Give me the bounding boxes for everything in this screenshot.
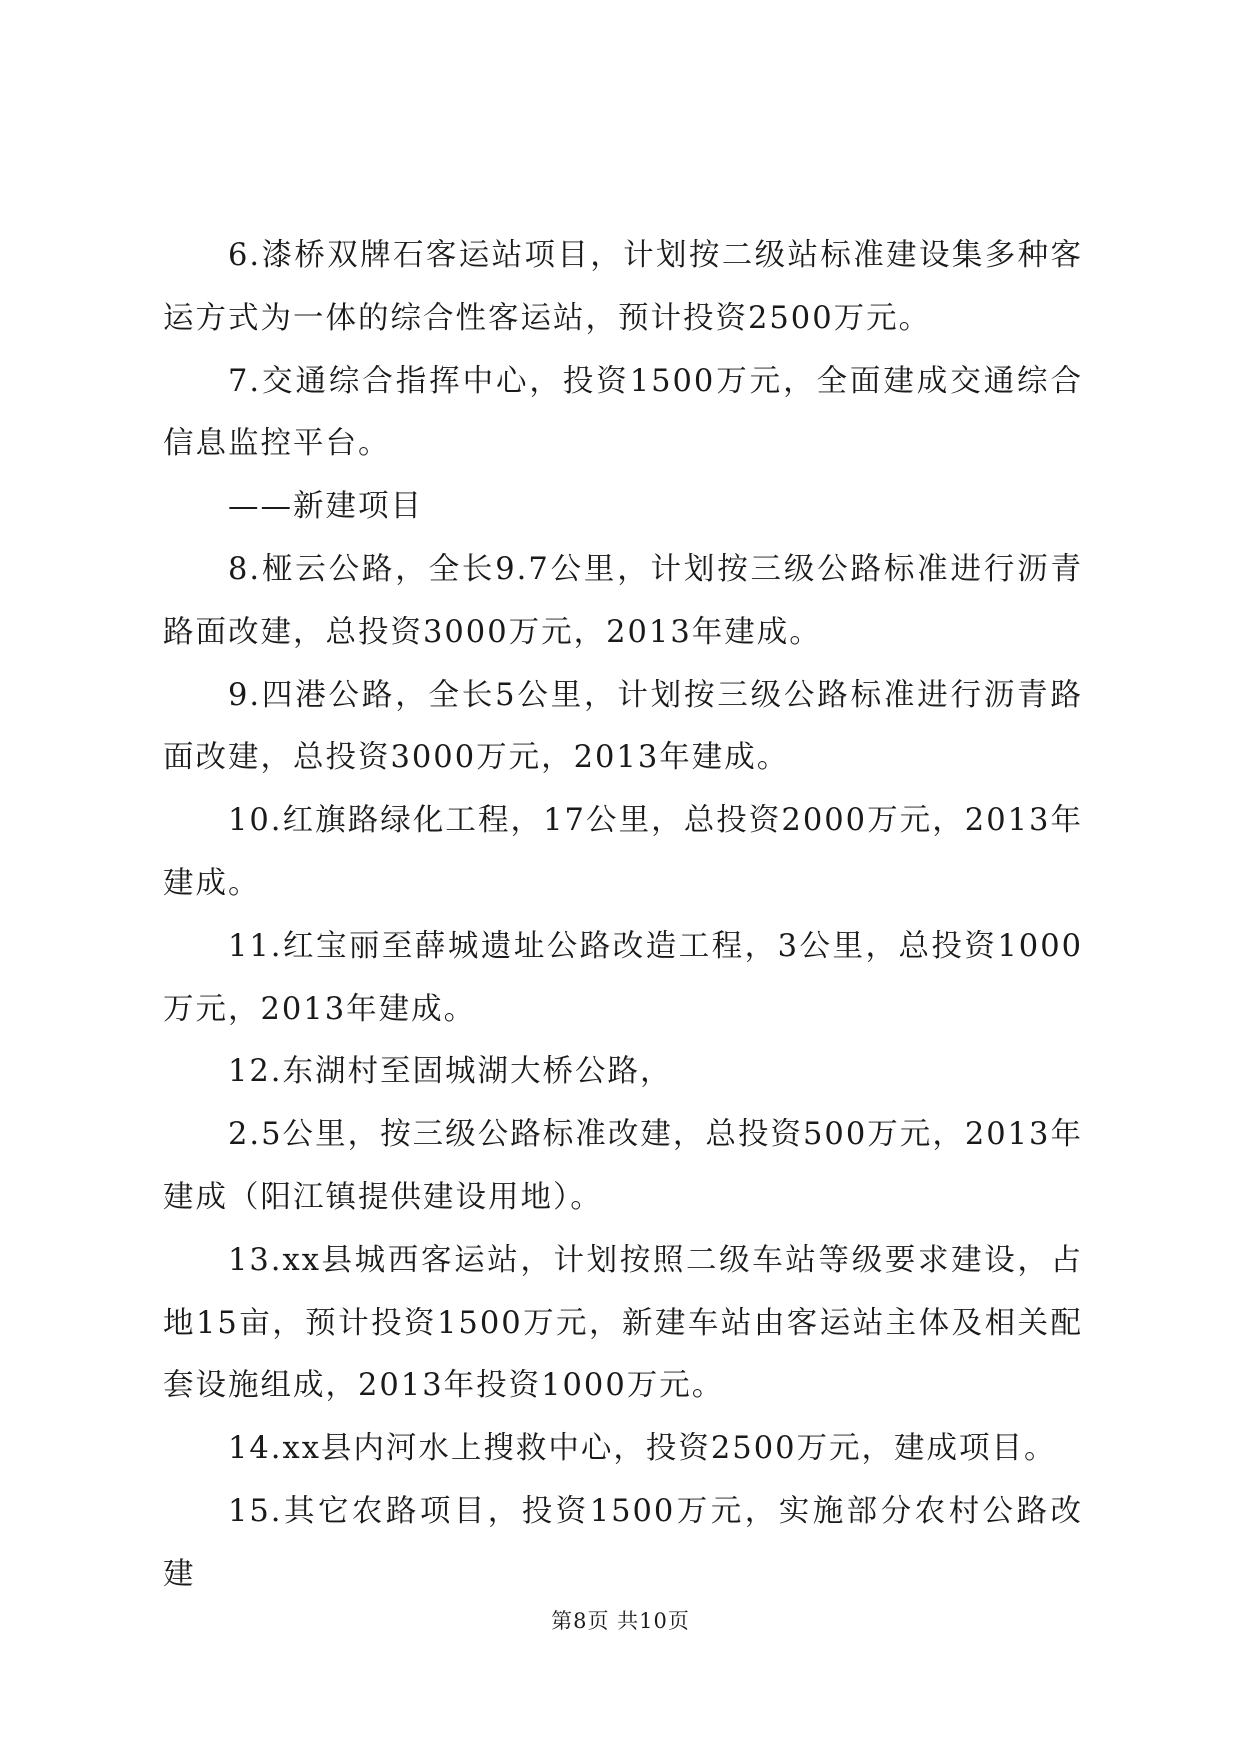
paragraph-item-11: 11.红宝丽至薛城遗址公路改造工程，3公里，总投资1000万元，2013年建成。	[163, 928, 1083, 1027]
paragraph-item-7: 7.交通综合指挥中心，投资1500万元，全面建成交通综合信息监控平台。	[163, 363, 1083, 462]
paragraph-item-15: 15.其它农路项目，投资1500万元，实施部分农村公路改建	[163, 1493, 1083, 1592]
paragraph-item-9: 9.四港公路，全长5公里，计划按三级公路标准进行沥青路面改建，总投资3000万元，2013年建成。	[163, 677, 1083, 776]
paragraph-item-12: 12.东湖村至固城湖大桥公路，	[228, 1054, 673, 1090]
page-footer	[0, 1605, 1241, 1635]
document-body	[163, 225, 1083, 1607]
page-number-label: 第8页 共10页	[551, 1609, 690, 1633]
paragraph-item-6: 6.漆桥双牌石客运站项目，计划按二级站标准建设集多种客运方式为一体的综合性客运站，预计投资2500万元。	[163, 238, 1083, 336]
paragraph-item-14: 14.xx县内河水上搜救中心，投资2500万元，建成项目。	[228, 1431, 1057, 1467]
section-heading-new-projects: ——新建项目	[228, 489, 423, 525]
paragraph-item-12-continued: 2.5公里，按三级公路标准改建，总投资500万元，2013年建成（阳江镇提供建设用地）。	[163, 1117, 1083, 1215]
paragraph-item-10: 10.红旗路绿化工程，17公里，总投资2000万元，2013年建成。	[163, 803, 1083, 901]
paragraph-item-8: 8.桠云公路，全长9.7公里，计划按三级公路标准进行沥青路面改建，总投资3000万元，2013年建成。	[163, 551, 1083, 650]
paragraph-item-13: 13.xx县城西客运站，计划按照二级车站等级要求建设，占地15亩，预计投资1500万元，新建车站由客运站主体及相关配套设施组成，2013年投资1000万元。	[163, 1242, 1083, 1404]
